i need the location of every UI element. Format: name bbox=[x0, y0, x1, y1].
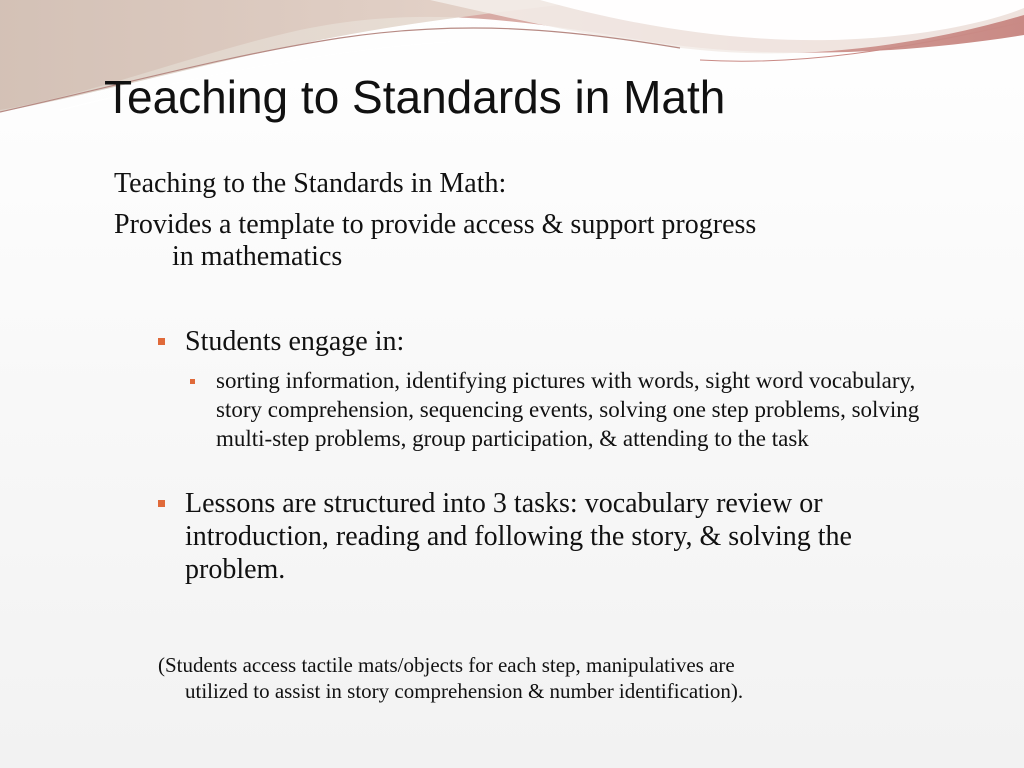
intro-paragraph-line1: Provides a template to provide access & support progress bbox=[114, 209, 757, 240]
intro-paragraph-line2: in mathematics bbox=[172, 241, 343, 272]
sub-bullet-text: sorting information, identifying pictures with words, sight word vocabulary, story comprehension, sequencing events, solving one step problems, solving multi-step problems, group participation, & attending to the task bbox=[216, 368, 920, 451]
footnote-line2: utilized to assist in story comprehension & number identification). bbox=[185, 679, 744, 703]
intro-paragraph bbox=[114, 209, 964, 273]
slide-title: Teaching to Standards in Math bbox=[104, 71, 726, 123]
sub-bullet-activities bbox=[190, 366, 950, 453]
bullet-students-engage bbox=[158, 325, 948, 358]
bullet-label: Lessons are structured into 3 tasks: vocabulary review or introduction, reading and following the story, & solving the problem. bbox=[185, 488, 852, 585]
bullet-label: Students engage in: bbox=[185, 326, 405, 357]
intro-line: Teaching to the Standards in Math: bbox=[114, 168, 507, 199]
footnote bbox=[158, 652, 958, 704]
square-bullet-icon bbox=[158, 500, 165, 507]
footnote-line1: (Students access tactile mats/objects for each step, manipulatives are bbox=[158, 653, 735, 677]
square-bullet-icon bbox=[158, 338, 165, 345]
bullet-lessons-structured bbox=[158, 487, 948, 586]
square-bullet-icon bbox=[190, 379, 195, 384]
